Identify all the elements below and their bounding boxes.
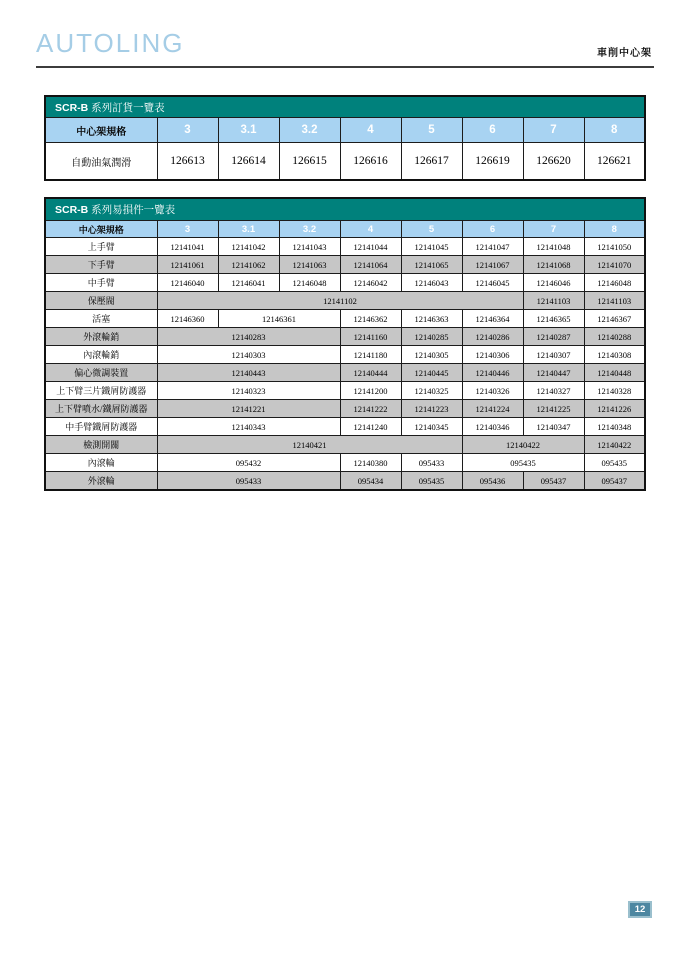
part-number-cell: 12140348: [584, 418, 645, 436]
part-number-cell: 12140347: [523, 418, 584, 436]
part-number-cell: 095435: [462, 454, 584, 472]
part-number-cell: 12141064: [340, 256, 401, 274]
part-number-cell: 12141226: [584, 400, 645, 418]
part-number-cell: 12146045: [462, 274, 523, 292]
row-label: 活塞: [45, 310, 157, 328]
column-header: 3.1: [218, 221, 279, 238]
part-number-cell: 095433: [157, 472, 340, 491]
table-row: [45, 364, 645, 382]
part-number-cell: 12141103: [523, 292, 584, 310]
column-header: 6: [462, 118, 523, 143]
part-number-cell: 12141180: [340, 346, 401, 364]
table-row: [45, 274, 645, 292]
part-number-cell: 12141070: [584, 256, 645, 274]
part-number-cell: 12141065: [401, 256, 462, 274]
wear-parts-table-section: [44, 197, 646, 491]
part-number-cell: 12141240: [340, 418, 401, 436]
order-table-header-row: [45, 118, 645, 143]
part-number-cell: 12140286: [462, 328, 523, 346]
part-number-cell: 12140447: [523, 364, 584, 382]
column-header: 4: [340, 118, 401, 143]
part-number-cell: 126619: [462, 143, 523, 181]
table-row: [45, 256, 645, 274]
part-number-cell: 12141200: [340, 382, 401, 400]
part-number-cell: 126620: [523, 143, 584, 181]
row-label: 內滾輪銷: [45, 346, 157, 364]
part-number-cell: 12146043: [401, 274, 462, 292]
column-header: 3.2: [279, 118, 340, 143]
table-row: [45, 328, 645, 346]
part-number-cell: 12146362: [340, 310, 401, 328]
part-number-cell: 12140288: [584, 328, 645, 346]
page-category-title: 車削中心架: [597, 48, 652, 59]
part-number-cell: 095437: [584, 472, 645, 491]
table-row: [45, 238, 645, 256]
part-number-cell: 12141047: [462, 238, 523, 256]
spec-label-cell: 中心架規格: [45, 221, 157, 238]
row-label: 保壓閥: [45, 292, 157, 310]
column-header: 7: [523, 221, 584, 238]
part-number-cell: 095433: [401, 454, 462, 472]
part-number-cell: 12141223: [401, 400, 462, 418]
part-number-cell: 12141045: [401, 238, 462, 256]
part-number-cell: 12141042: [218, 238, 279, 256]
part-number-cell: 12140283: [157, 328, 340, 346]
part-number-cell: 12141043: [279, 238, 340, 256]
brand-logo: AUTOLING: [36, 28, 185, 58]
row-label: 外滾輪: [45, 472, 157, 491]
order-table-section: [44, 95, 646, 181]
part-number-cell: 12146041: [218, 274, 279, 292]
part-number-cell: 12140328: [584, 382, 645, 400]
part-number-cell: 12140325: [401, 382, 462, 400]
part-number-cell: 126614: [218, 143, 279, 181]
part-number-cell: 12141063: [279, 256, 340, 274]
part-number-cell: 12146040: [157, 274, 218, 292]
part-number-cell: 095435: [584, 454, 645, 472]
parts-table-header-row: [45, 221, 645, 238]
row-label: 自動油氣潤滑: [45, 143, 157, 181]
table-row: [45, 472, 645, 491]
part-number-cell: 12141061: [157, 256, 218, 274]
part-number-cell: 12141041: [157, 238, 218, 256]
part-number-cell: 095432: [157, 454, 340, 472]
part-number-cell: 12140380: [340, 454, 401, 472]
table-row: [45, 436, 645, 454]
parts-table-title-bar: [45, 198, 645, 221]
part-number-cell: 12141102: [157, 292, 523, 310]
part-number-cell: 12140443: [157, 364, 340, 382]
part-number-cell: 12146046: [523, 274, 584, 292]
part-number-cell: 12146048: [279, 274, 340, 292]
part-number-cell: 12146360: [157, 310, 218, 328]
column-header: 5: [401, 118, 462, 143]
part-number-cell: 12140307: [523, 346, 584, 364]
part-number-cell: 12141067: [462, 256, 523, 274]
part-number-cell: 12140422: [462, 436, 584, 454]
part-number-cell: 095437: [523, 472, 584, 491]
wear-parts-table: [44, 197, 646, 491]
part-number-cell: 12146363: [401, 310, 462, 328]
spec-label-cell: 中心架規格: [45, 118, 157, 143]
table-row: [45, 143, 645, 181]
part-number-cell: 12140422: [584, 436, 645, 454]
part-number-cell: 12140346: [462, 418, 523, 436]
part-number-cell: 126616: [340, 143, 401, 181]
table-row: [45, 310, 645, 328]
column-header: 4: [340, 221, 401, 238]
part-number-cell: 095435: [401, 472, 462, 491]
series-name: SCR-B: [55, 204, 89, 216]
row-label: 中手臂: [45, 274, 157, 292]
part-number-cell: 12140327: [523, 382, 584, 400]
part-number-cell: 12140445: [401, 364, 462, 382]
row-label: 下手臂: [45, 256, 157, 274]
row-label: 上下臂噴水/鐵屑防護器: [45, 400, 157, 418]
row-label: 檢測開關: [45, 436, 157, 454]
row-label: 偏心微調裝置: [45, 364, 157, 382]
part-number-cell: 12140323: [157, 382, 340, 400]
part-number-cell: 12146361: [218, 310, 340, 328]
column-header: 3.2: [279, 221, 340, 238]
table-row: [45, 400, 645, 418]
header-divider: [36, 66, 654, 68]
part-number-cell: 12140285: [401, 328, 462, 346]
part-number-cell: 12141225: [523, 400, 584, 418]
column-header: 3: [157, 118, 218, 143]
part-number-cell: 126613: [157, 143, 218, 181]
part-number-cell: 12140306: [462, 346, 523, 364]
part-number-cell: 12141044: [340, 238, 401, 256]
table-row: [45, 418, 645, 436]
part-number-cell: 12141068: [523, 256, 584, 274]
part-number-cell: 12146048: [584, 274, 645, 292]
part-number-cell: 12140305: [401, 346, 462, 364]
part-number-cell: 126617: [401, 143, 462, 181]
order-table-title-bar: [45, 96, 645, 118]
part-number-cell: 12146042: [340, 274, 401, 292]
column-header: 8: [584, 221, 645, 238]
part-number-cell: 12141062: [218, 256, 279, 274]
table-row: [45, 382, 645, 400]
table-title-text: 系列易損件一覽表: [88, 204, 176, 216]
part-number-cell: 12141221: [157, 400, 340, 418]
part-number-cell: 12141222: [340, 400, 401, 418]
part-number-cell: 12146365: [523, 310, 584, 328]
series-name: SCR-B: [55, 101, 89, 114]
part-number-cell: 12141224: [462, 400, 523, 418]
table-title: [45, 96, 645, 118]
table-row: [45, 346, 645, 364]
row-label: 中手臂鐵屑防護器: [45, 418, 157, 436]
part-number-cell: 12140287: [523, 328, 584, 346]
part-number-cell: 12141048: [523, 238, 584, 256]
part-number-cell: 126615: [279, 143, 340, 181]
part-number-cell: 12146367: [584, 310, 645, 328]
part-number-cell: 095434: [340, 472, 401, 491]
column-header: 3: [157, 221, 218, 238]
table-title-text: 系列訂貨一覽表: [88, 101, 165, 114]
row-label: 外滾輪銷: [45, 328, 157, 346]
part-number-cell: 095436: [462, 472, 523, 491]
column-header: 3.1: [218, 118, 279, 143]
part-number-cell: 12140446: [462, 364, 523, 382]
part-number-cell: 12141160: [340, 328, 401, 346]
column-header: 7: [523, 118, 584, 143]
column-header: 6: [462, 221, 523, 238]
table-title: [45, 198, 645, 221]
part-number-cell: 12146364: [462, 310, 523, 328]
part-number-cell: 126621: [584, 143, 645, 181]
table-row: [45, 454, 645, 472]
part-number-cell: 12140308: [584, 346, 645, 364]
part-number-cell: 12141103: [584, 292, 645, 310]
part-number-cell: 12141050: [584, 238, 645, 256]
column-header: 5: [401, 221, 462, 238]
order-table: [44, 95, 646, 181]
row-label: 上下臂三片鐵屑防護器: [45, 382, 157, 400]
table-row: [45, 292, 645, 310]
part-number-cell: 12140326: [462, 382, 523, 400]
part-number-cell: 12140303: [157, 346, 340, 364]
row-label: 上手臂: [45, 238, 157, 256]
page-number-badge: 12: [628, 901, 652, 918]
row-label: 內滾輪: [45, 454, 157, 472]
part-number-cell: 12140345: [401, 418, 462, 436]
part-number-cell: 12140448: [584, 364, 645, 382]
column-header: 8: [584, 118, 645, 143]
part-number-cell: 12140343: [157, 418, 340, 436]
part-number-cell: 12140421: [157, 436, 462, 454]
part-number-cell: 12140444: [340, 364, 401, 382]
